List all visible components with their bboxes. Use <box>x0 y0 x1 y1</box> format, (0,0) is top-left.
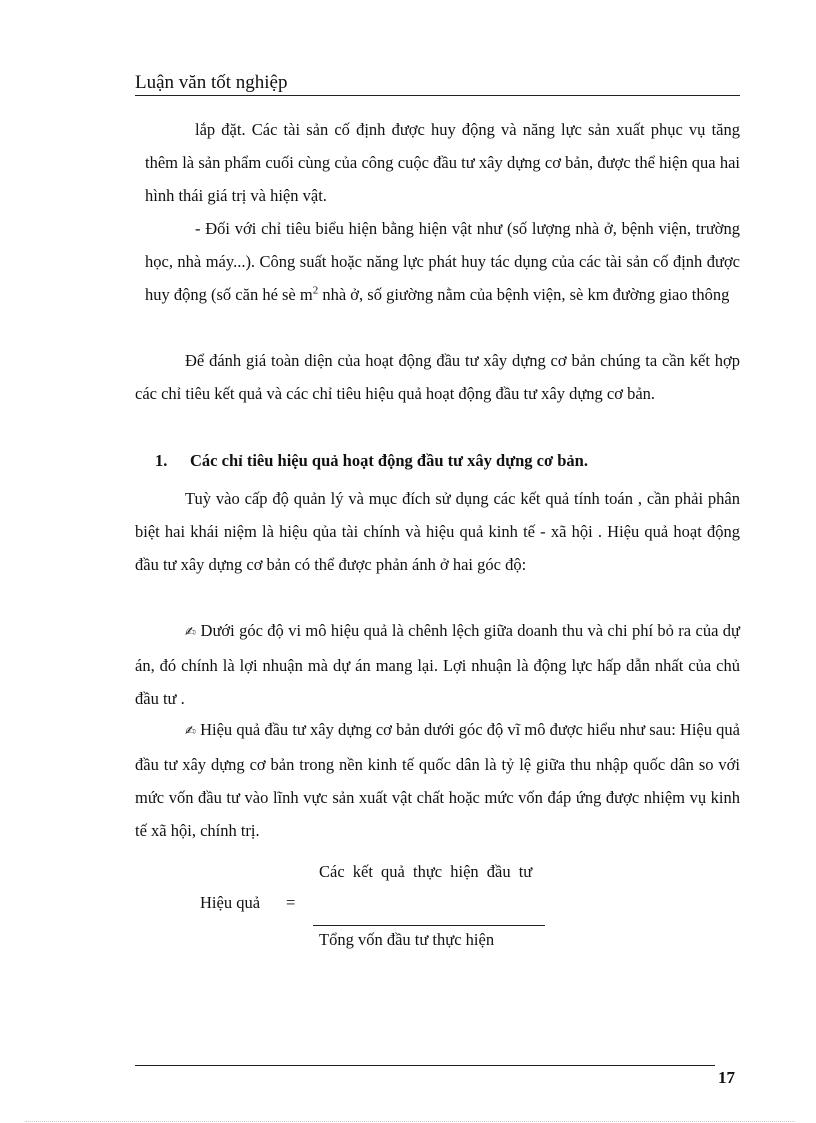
fraction-bar <box>313 925 545 926</box>
formula-label: Hiệu quả <box>200 893 261 912</box>
formula-numerator: Các kết quả thực hiện đầu tư <box>319 862 533 881</box>
paragraph-2 <box>145 212 740 311</box>
superscript-2: 2 <box>312 284 319 297</box>
footer-divider <box>135 1065 715 1066</box>
section-number: 1. <box>155 451 168 470</box>
formula-equals: = <box>286 893 296 912</box>
paragraph-6 <box>135 713 740 847</box>
section-title: Các chỉ tiêu hiệu quả hoạt động đầu tư xây dựng cơ bản. <box>190 451 588 470</box>
writing-hand-icon: ✍ <box>185 724 196 739</box>
writing-hand-icon: ✍ <box>185 625 197 640</box>
paragraph-2-text-b: nhà ở, số giường nằm của bệnh viện, sè km đường giao thông <box>318 285 730 304</box>
page-number: 17 <box>718 1068 735 1087</box>
paragraph-5 <box>135 614 740 715</box>
paragraph-6-text: Hiệu quả đầu tư xây dựng cơ bản dưới góc độ vĩ mô được hiểu như sau: Hiệu quả đầu tư xây dựng cơ bản trong nền kinh tế quốc dân là tỷ lệ giữa thu nhập quốc dân so với mức vốn đầu tư vào lĩnh vực sản xuất vật chất hoặc mức vốn đáp ứng được nhiệm vụ kinh tế xã hội, chính trị. <box>135 720 740 840</box>
formula-denominator: Tổng vốn đầu tư thực hiện <box>319 930 495 949</box>
paragraph-3: Để đánh giá toàn diện của hoạt động đầu tư xây dựng cơ bản chúng ta cần kết hợp các chỉ tiêu kết quả và các chỉ tiêu hiệu quả hoạt động đầu tư xây dựng cơ bản. <box>135 351 740 403</box>
section-heading <box>155 451 588 471</box>
paragraph-5-text: Dưới góc độ vi mô hiệu quả là chênh lệch giữa doanh thu và chi phí bỏ ra của dự án, đó chính là lợi nhuận mà dự án mang lại. Lợi nhuận là động lực hấp dẫn nhất của chủ đầu tư . <box>135 621 740 708</box>
paragraph-4: Tuỳ vào cấp độ quản lý và mục đích sử dụng các kết quả tính toán , cần phải phân biệt hai khái niệm là hiệu qủa tài chính và hiệu quả kinh tế - xã hội . Hiệu quả hoạt động đầu tư xây dựng cơ bản có thể được phản ánh ở hai góc độ: <box>135 489 740 574</box>
page-edge-dots <box>25 1121 795 1122</box>
page-header-title: Luận văn tốt nghiệp <box>135 72 288 93</box>
header-divider <box>135 95 740 96</box>
paragraph-1: lắp đặt. Các tài sản cố định được huy động và năng lực sản xuất phục vụ tăng thêm là sản phẩm cuối cùng của công cuộc đầu tư xây dựng cơ bản, được thể hiện qua hai hình thái giá trị và hiện vật. <box>145 120 740 205</box>
paragraph-2-text-a: - Đối với chỉ tiêu biểu hiện bằng hiện vật như (số lượng nhà ở, bệnh viện, trường học, nhà máy...). Công suất hoặc năng lực phát huy tác dụng của các tài sản cố định được huy động (số căn hé sè m <box>145 219 740 304</box>
